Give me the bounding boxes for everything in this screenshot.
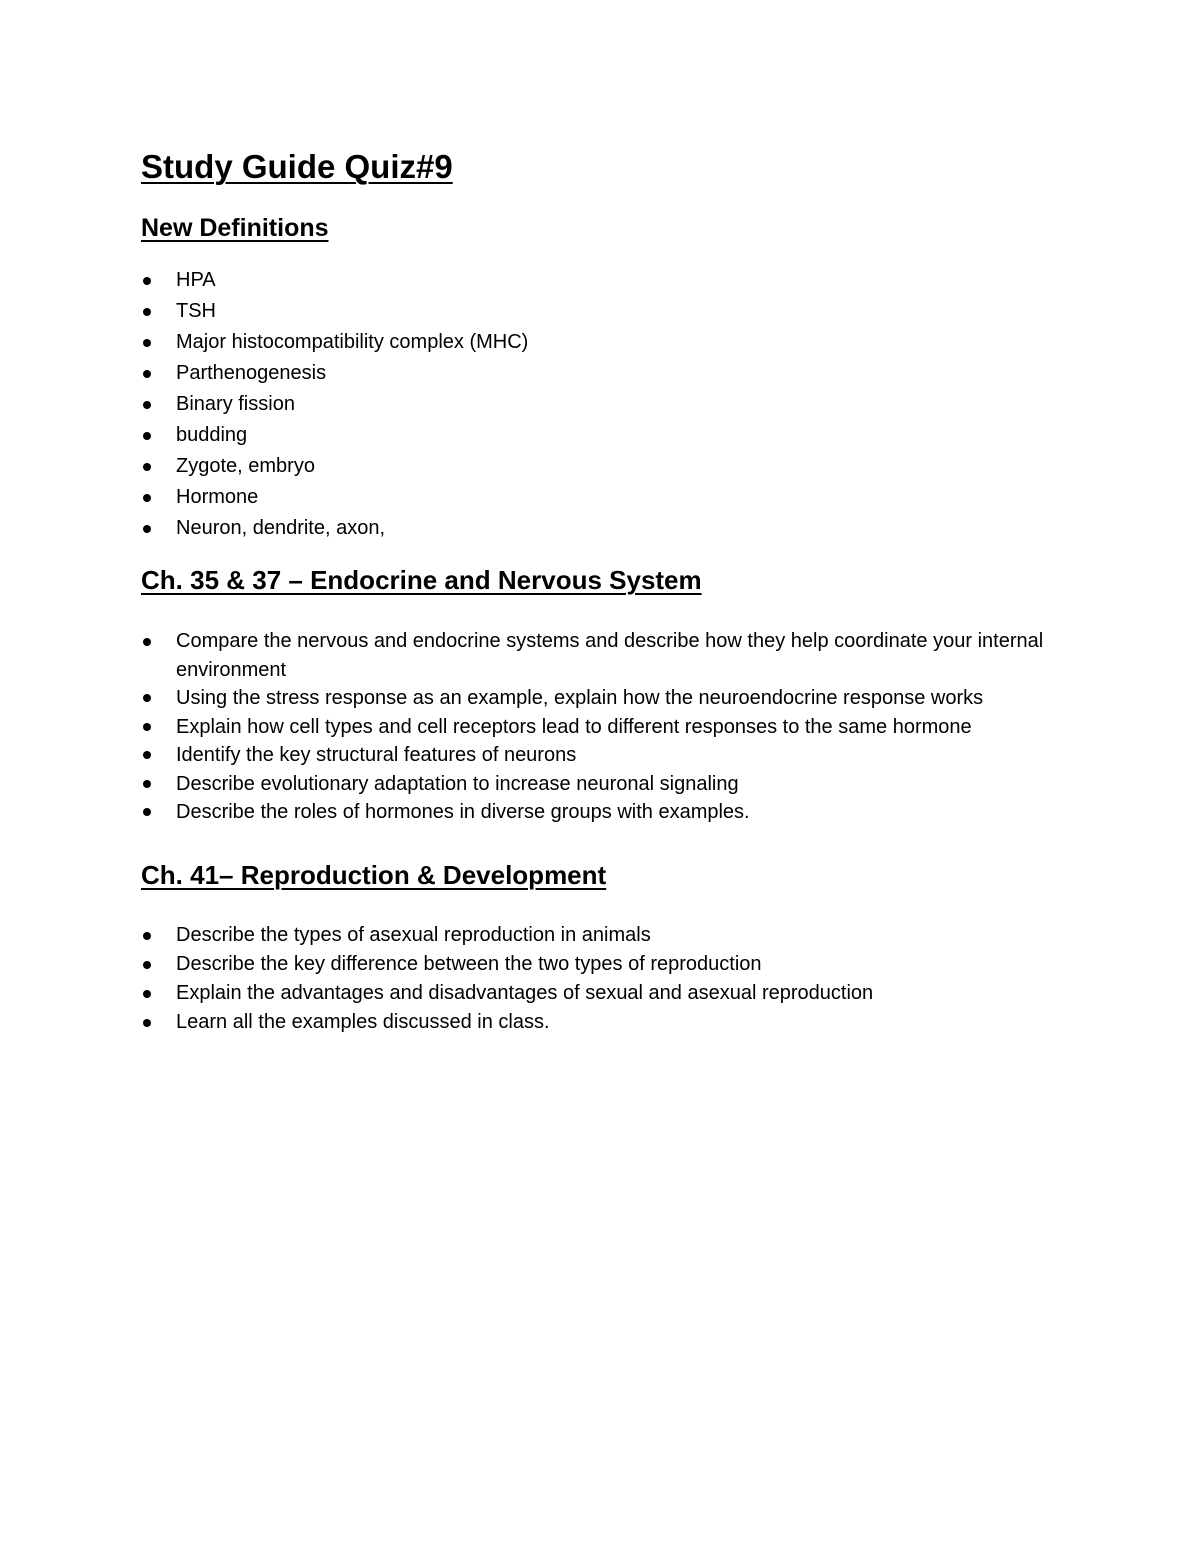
list-item bbox=[141, 684, 1061, 713]
list-item bbox=[141, 798, 1061, 827]
bullet-icon bbox=[143, 401, 151, 409]
bullet-icon bbox=[143, 808, 151, 816]
list-item bbox=[141, 265, 1061, 296]
bullet-icon bbox=[143, 463, 151, 471]
list-item bbox=[141, 327, 1061, 358]
list-item-text: Binary fission bbox=[176, 393, 295, 415]
list-item-text: Neuron, dendrite, axon, bbox=[176, 517, 386, 539]
list-item-text: TSH bbox=[176, 300, 216, 322]
endocrine-nervous-objectives-list bbox=[141, 627, 1061, 827]
list-item bbox=[141, 627, 1061, 684]
bullet-icon bbox=[143, 277, 151, 285]
list-item bbox=[141, 950, 1061, 979]
list-item-text: Compare the nervous and endocrine systems and describe how they help coordinate your internal environment bbox=[176, 630, 1044, 681]
list-item bbox=[141, 420, 1061, 451]
list-item-text: Identify the key structural features of neurons bbox=[176, 744, 577, 766]
list-item-text: Hormone bbox=[176, 486, 259, 508]
document-title: Study Guide Quiz#9 bbox=[141, 148, 453, 185]
list-item bbox=[141, 513, 1061, 544]
list-item bbox=[141, 451, 1061, 482]
list-item-text: Describe the roles of hormones in diverse groups with examples. bbox=[176, 801, 750, 823]
section-heading-endocrine-nervous: Ch. 35 & 37 – Endocrine and Nervous System bbox=[141, 565, 702, 595]
list-item-text: budding bbox=[176, 424, 248, 446]
list-item bbox=[141, 979, 1061, 1008]
list-item-text: Using the stress response as an example, explain how the neuroendocrine response works bbox=[176, 687, 984, 709]
list-item bbox=[141, 358, 1061, 389]
list-item bbox=[141, 770, 1061, 799]
bullet-icon bbox=[143, 932, 151, 940]
bullet-icon bbox=[143, 694, 151, 702]
bullet-icon bbox=[143, 1019, 151, 1027]
list-item-text: Describe the key difference between the two types of reproduction bbox=[176, 953, 762, 975]
reproduction-objectives-list bbox=[141, 921, 1061, 1037]
list-item-text: HPA bbox=[176, 269, 216, 291]
bullet-icon bbox=[143, 751, 151, 759]
list-item bbox=[141, 1008, 1061, 1037]
bullet-icon bbox=[143, 525, 151, 533]
list-item-text: Parthenogenesis bbox=[176, 362, 327, 384]
list-item-text: Zygote, embryo bbox=[176, 455, 315, 477]
bullet-icon bbox=[143, 432, 151, 440]
bullet-icon bbox=[143, 723, 151, 731]
list-item bbox=[141, 296, 1061, 327]
bullet-icon bbox=[143, 990, 151, 998]
section-heading-new-definitions: New Definitions bbox=[141, 214, 329, 242]
list-item bbox=[141, 921, 1061, 950]
bullet-icon bbox=[143, 370, 151, 378]
list-item-text: Learn all the examples discussed in class. bbox=[176, 1011, 550, 1033]
list-item-text: Explain the advantages and disadvantages of sexual and asexual reproduction bbox=[176, 982, 874, 1004]
list-item-text: Describe the types of asexual reproduction in animals bbox=[176, 924, 651, 946]
list-item bbox=[141, 713, 1061, 742]
bullet-icon bbox=[143, 638, 151, 646]
bullet-icon bbox=[143, 494, 151, 502]
bullet-icon bbox=[143, 961, 151, 969]
bullet-icon bbox=[143, 339, 151, 347]
section-heading-reproduction-development: Ch. 41– Reproduction & Development bbox=[141, 860, 607, 890]
list-item bbox=[141, 389, 1061, 420]
list-item bbox=[141, 741, 1061, 770]
list-item-text: Explain how cell types and cell receptors lead to different responses to the same hormone bbox=[176, 715, 972, 738]
bullet-icon bbox=[143, 308, 151, 316]
list-item bbox=[141, 482, 1061, 513]
bullet-icon bbox=[143, 780, 151, 788]
list-item-text: Major histocompatibility complex (MHC) bbox=[176, 331, 529, 353]
list-item-text: Describe evolutionary adaptation to increase neuronal signaling bbox=[176, 772, 739, 795]
definitions-list bbox=[141, 265, 1061, 544]
